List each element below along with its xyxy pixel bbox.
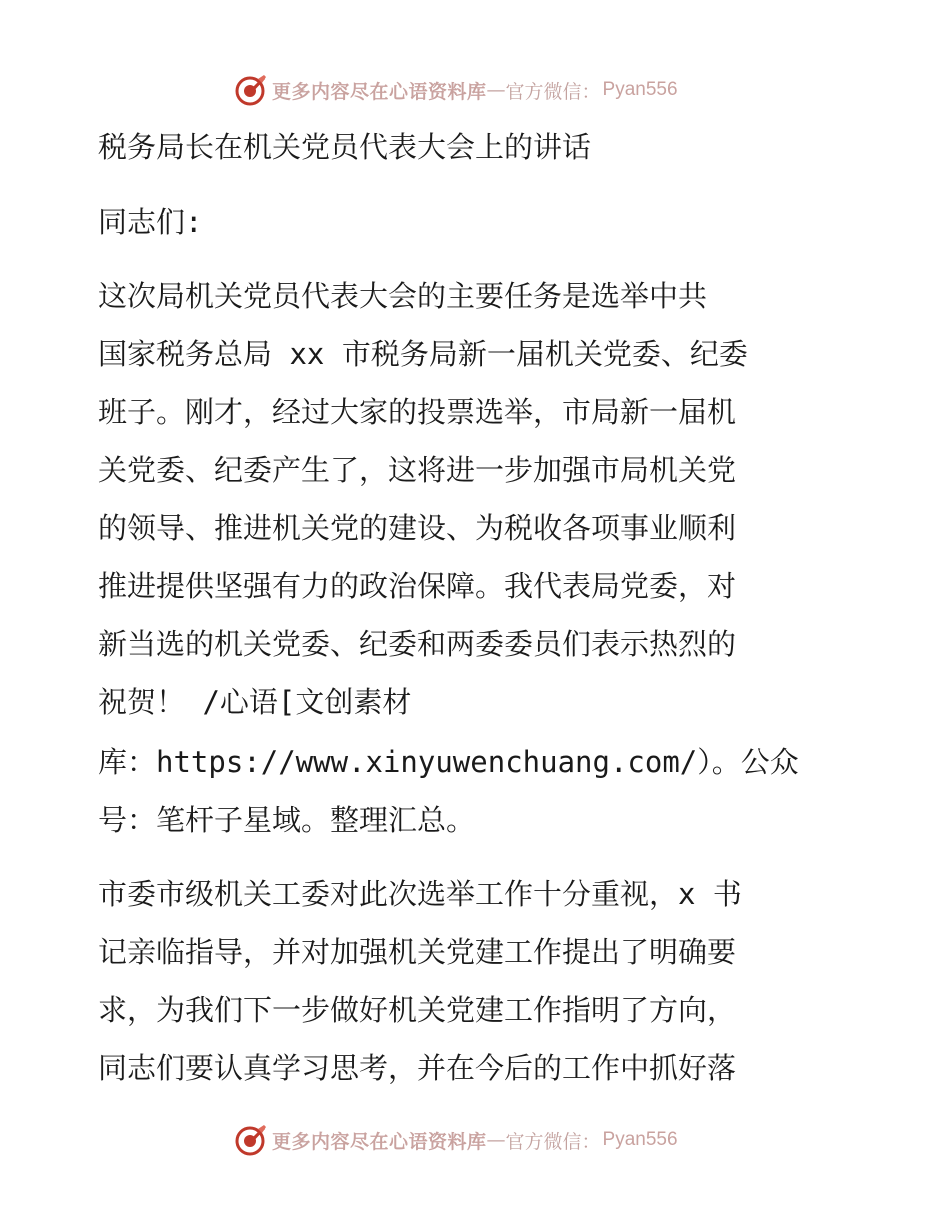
banner-wechat-id: Pyan556 — [602, 79, 678, 100]
banner-separator: — — [486, 1129, 506, 1151]
greeting: 同志们: — [98, 205, 203, 239]
paragraph-1-line: 库：https://www.xinyuwenchuang.com/）。公众 — [98, 745, 799, 779]
banner-wechat-id: Pyan556 — [602, 1129, 678, 1150]
footer-banner — [234, 1122, 678, 1158]
paragraph-1-line: 祝贺！ /心语[文创素材 — [98, 685, 412, 719]
document-title: 税务局长在机关党员代表大会上的讲话 — [98, 130, 592, 164]
paragraph-1-line: 班子。刚才，经过大家的投票选举，市局新一届机 — [98, 395, 737, 429]
paragraph-2-line: 记亲临指导，并对加强机关党建工作提出了明确要 — [98, 935, 737, 969]
paragraph-1-line: 推进提供坚强有力的政治保障。我代表局党委，对 — [98, 569, 737, 603]
banner-text: 更多内容尽在心语资料库 — [272, 80, 487, 103]
banner-wechat-label: 官方微信： — [505, 1130, 601, 1153]
banner-wechat-label: 官方微信： — [505, 80, 601, 103]
banner-text: 更多内容尽在心语资料库 — [272, 1130, 487, 1153]
paragraph-1-line: 的领导、推进机关党的建设、为税收各项事业顺利 — [98, 511, 737, 545]
paragraph-1-line: 这次局机关党员代表大会的主要任务是选举中共 — [98, 279, 708, 313]
paragraph-1-line: 关党委、纪委产生了，这将进一步加强市局机关党 — [98, 453, 737, 487]
paragraph-1-line: 号：笔杆子星域。整理汇总。 — [98, 803, 476, 837]
paragraph-1-line: 国家税务总局 xx 市税务局新一届机关党委、纪委 — [98, 337, 748, 371]
banner-separator: — — [486, 79, 506, 101]
paragraph-1-line: 新当选的机关党委、纪委和两委委员们表示热烈的 — [98, 627, 737, 661]
quill-logo-icon — [234, 73, 268, 107]
paragraph-2-line: 同志们要认真学习思考，并在今后的工作中抓好落 — [98, 1051, 737, 1085]
header-banner — [234, 72, 678, 108]
quill-logo-icon — [234, 1123, 268, 1157]
paragraph-2-line: 市委市级机关工委对此次选举工作十分重视，x 书 — [98, 877, 742, 911]
paragraph-2-line: 求，为我们下一步做好机关党建工作指明了方向， — [98, 993, 737, 1027]
